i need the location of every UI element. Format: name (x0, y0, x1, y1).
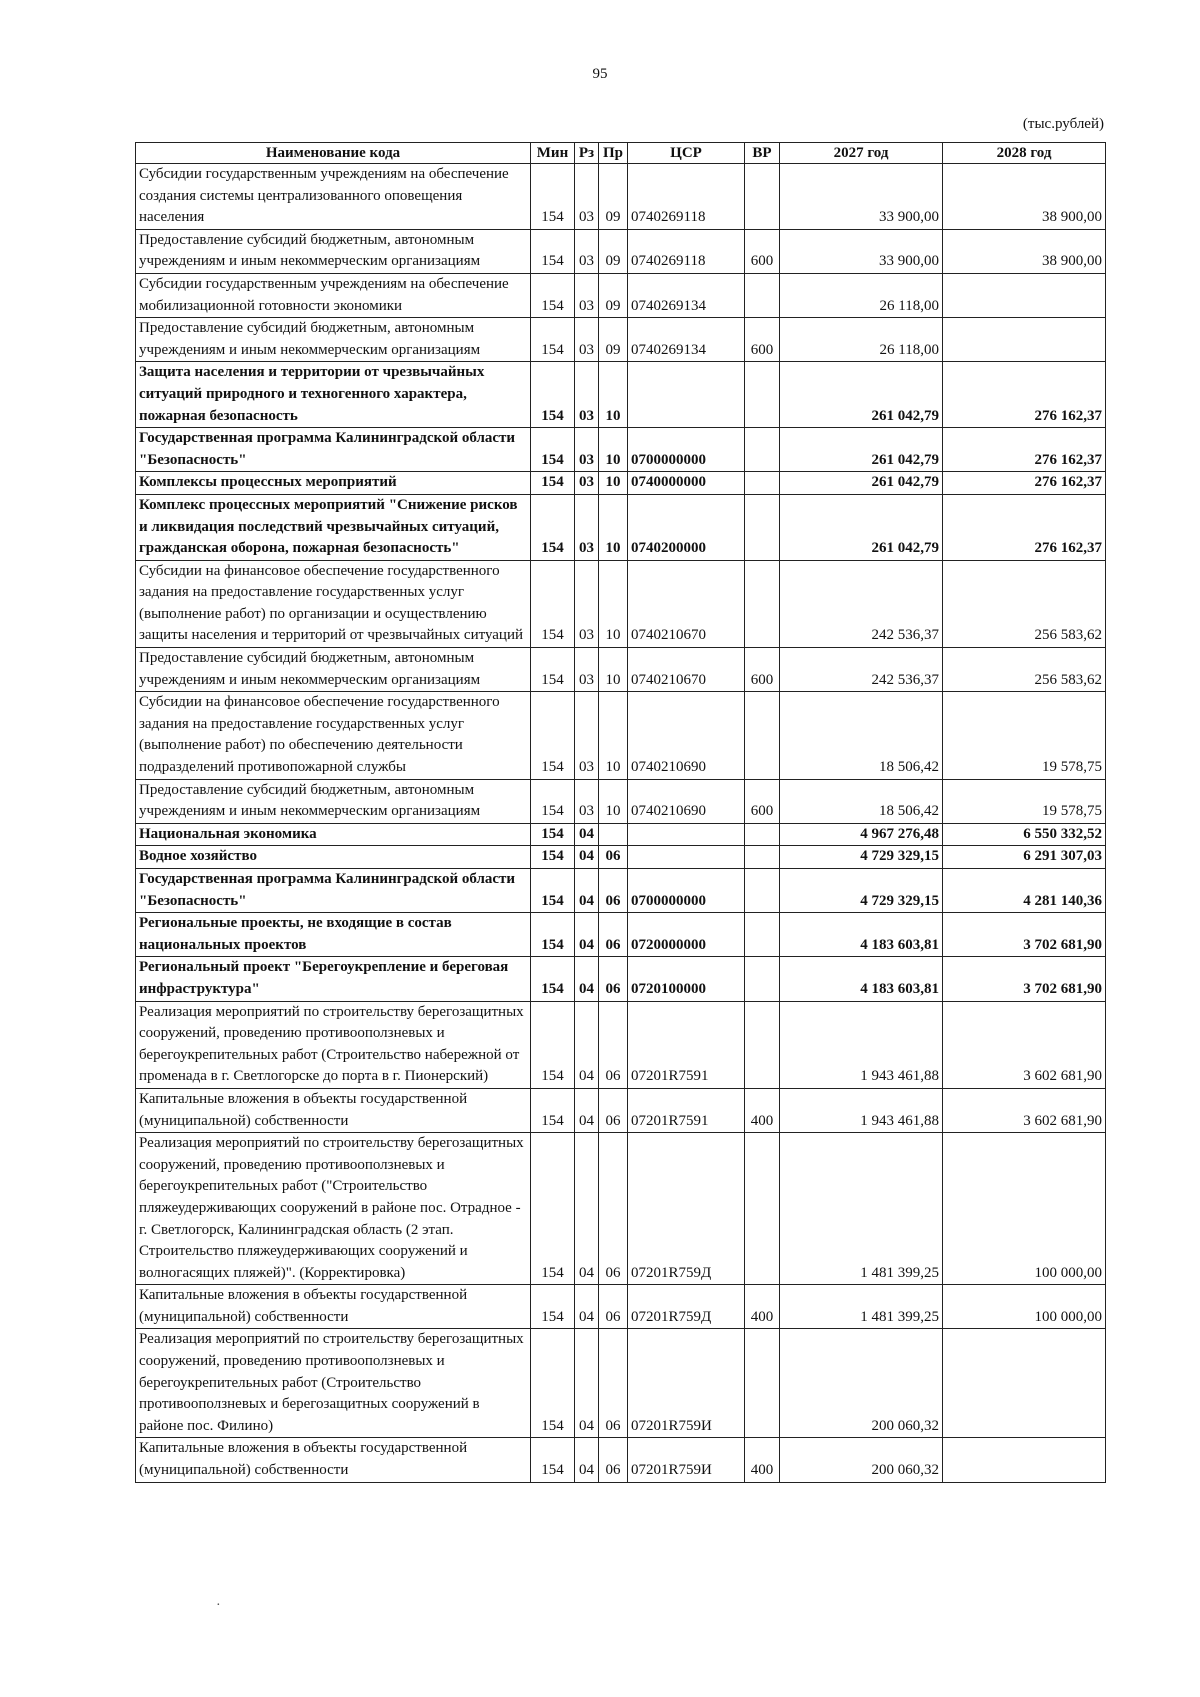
cell-pr: 10 (599, 472, 628, 495)
cell-pr: 06 (599, 1438, 628, 1482)
table-row (136, 1329, 1106, 1438)
cell-vr (745, 428, 780, 472)
header-pr: Пр (599, 143, 628, 164)
table-row (136, 472, 1106, 495)
cell-y2028: 276 162,37 (943, 472, 1106, 495)
cell-y2028: 3 602 681,90 (943, 1088, 1106, 1132)
cell-y2028: 19 578,75 (943, 779, 1106, 823)
cell-pr: 10 (599, 648, 628, 692)
cell-csr: 0740210670 (628, 648, 745, 692)
cell-csr: 07201R759И (628, 1329, 745, 1438)
cell-pr: 06 (599, 1133, 628, 1285)
cell-y2027: 1 943 461,88 (780, 1001, 943, 1088)
header-rz: Рз (575, 143, 599, 164)
cell-y2028 (943, 273, 1106, 317)
cell-vr: 600 (745, 648, 780, 692)
cell-y2027: 4 729 329,15 (780, 869, 943, 913)
cell-pr: 10 (599, 692, 628, 779)
cell-y2027: 200 060,32 (780, 1329, 943, 1438)
header-2028: 2028 год (943, 143, 1106, 164)
cell-vr: 400 (745, 1285, 780, 1329)
cell-csr: 0740210690 (628, 779, 745, 823)
cell-vr (745, 164, 780, 230)
cell-min: 154 (531, 1088, 575, 1132)
cell-pr: 09 (599, 318, 628, 362)
cell-vr (745, 869, 780, 913)
cell-pr: 10 (599, 494, 628, 560)
cell-rz: 03 (575, 428, 599, 472)
cell-vr: 600 (745, 779, 780, 823)
cell-y2027: 261 042,79 (780, 362, 943, 428)
cell-pr: 10 (599, 428, 628, 472)
table-row (136, 1285, 1106, 1329)
cell-rz: 04 (575, 1001, 599, 1088)
header-2027: 2027 год (780, 143, 943, 164)
cell-rz: 04 (575, 823, 599, 846)
cell-y2027: 261 042,79 (780, 494, 943, 560)
cell-pr: 10 (599, 779, 628, 823)
cell-csr: 07201R7591 (628, 1088, 745, 1132)
cell-vr (745, 692, 780, 779)
cell-y2027: 1 481 399,25 (780, 1285, 943, 1329)
table-row (136, 1438, 1106, 1482)
cell-rz: 03 (575, 318, 599, 362)
cell-pr: 06 (599, 1088, 628, 1132)
cell-name: Реализация мероприятий по строительству берегозащитных сооружений, проведению противооползневых и берегоукрепительных работ (Строительство набережной от променада в г. Светлогорске до порта в г. Пионерский) (136, 1001, 531, 1088)
cell-rz: 04 (575, 913, 599, 957)
cell-y2027: 261 042,79 (780, 472, 943, 495)
cell-pr: 09 (599, 164, 628, 230)
cell-min: 154 (531, 1001, 575, 1088)
page-number: 95 (592, 66, 608, 82)
cell-pr: 06 (599, 957, 628, 1001)
scan-dot: · (216, 1598, 221, 1613)
table-header-row (136, 143, 1106, 164)
cell-vr (745, 823, 780, 846)
cell-min: 154 (531, 1133, 575, 1285)
cell-min: 154 (531, 823, 575, 846)
cell-rz: 04 (575, 1088, 599, 1132)
cell-min: 154 (531, 229, 575, 273)
cell-pr: 06 (599, 869, 628, 913)
cell-rz: 04 (575, 957, 599, 1001)
cell-rz: 03 (575, 164, 599, 230)
cell-csr: 0740269134 (628, 273, 745, 317)
cell-y2027: 4 729 329,15 (780, 846, 943, 869)
cell-pr: 06 (599, 846, 628, 869)
cell-name: Водное хозяйство (136, 846, 531, 869)
cell-name: Предоставление субсидий бюджетным, автономным учреждениям и иным некоммерческим организациям (136, 648, 531, 692)
cell-y2028 (943, 1329, 1106, 1438)
cell-y2028: 38 900,00 (943, 164, 1106, 230)
cell-min: 154 (531, 1329, 575, 1438)
cell-y2028 (943, 318, 1106, 362)
cell-name: Государственная программа Калининградской области "Безопасность" (136, 428, 531, 472)
header-vr: ВР (745, 143, 780, 164)
cell-rz: 03 (575, 648, 599, 692)
cell-vr (745, 1001, 780, 1088)
cell-rz: 03 (575, 779, 599, 823)
table-row (136, 1133, 1106, 1285)
table-row (136, 957, 1106, 1001)
cell-y2027: 261 042,79 (780, 428, 943, 472)
cell-name: Капитальные вложения в объекты государственной (муниципальной) собственности (136, 1088, 531, 1132)
cell-pr: 06 (599, 913, 628, 957)
cell-csr: 0740210670 (628, 560, 745, 647)
cell-y2028: 19 578,75 (943, 692, 1106, 779)
header-name: Наименование кода (136, 143, 531, 164)
cell-name: Государственная программа Калининградской области "Безопасность" (136, 869, 531, 913)
cell-min: 154 (531, 273, 575, 317)
cell-pr: 06 (599, 1001, 628, 1088)
table-row (136, 1001, 1106, 1088)
cell-y2028: 256 583,62 (943, 648, 1106, 692)
table-row (136, 692, 1106, 779)
cell-y2028: 276 162,37 (943, 428, 1106, 472)
cell-name: Защита населения и территории от чрезвычайных ситуаций природного и техногенного характера, пожарная безопасность (136, 362, 531, 428)
cell-y2028: 3 702 681,90 (943, 957, 1106, 1001)
header-csr: ЦСР (628, 143, 745, 164)
cell-name: Субсидии государственным учреждениям на обеспечение мобилизационной готовности экономики (136, 273, 531, 317)
table-row (136, 164, 1106, 230)
cell-rz: 03 (575, 472, 599, 495)
cell-rz: 04 (575, 846, 599, 869)
cell-csr: 0740269118 (628, 229, 745, 273)
cell-y2027: 1 943 461,88 (780, 1088, 943, 1132)
table-row (136, 1088, 1106, 1132)
cell-pr: 10 (599, 560, 628, 647)
cell-csr: 07201R759Д (628, 1133, 745, 1285)
cell-y2027: 26 118,00 (780, 318, 943, 362)
cell-min: 154 (531, 869, 575, 913)
table-row (136, 648, 1106, 692)
cell-csr: 07201R759И (628, 1438, 745, 1482)
table-row (136, 823, 1106, 846)
cell-vr (745, 846, 780, 869)
table-row (136, 318, 1106, 362)
cell-min: 154 (531, 846, 575, 869)
cell-y2028 (943, 1438, 1106, 1482)
cell-name: Реализация мероприятий по строительству берегозащитных сооружений, проведению противооползневых и берегоукрепительных работ (Строительство противооползневых и берегозащитных сооружений в районе пос. Филино) (136, 1329, 531, 1438)
cell-vr (745, 472, 780, 495)
cell-y2027: 242 536,37 (780, 560, 943, 647)
cell-y2028: 38 900,00 (943, 229, 1106, 273)
cell-vr (745, 1133, 780, 1285)
cell-y2027: 242 536,37 (780, 648, 943, 692)
cell-rz: 03 (575, 560, 599, 647)
cell-min: 154 (531, 428, 575, 472)
cell-y2027: 33 900,00 (780, 164, 943, 230)
cell-csr (628, 823, 745, 846)
cell-csr: 07201R7591 (628, 1001, 745, 1088)
cell-name: Национальная экономика (136, 823, 531, 846)
cell-name: Региональные проекты, не входящие в состав национальных проектов (136, 913, 531, 957)
cell-pr: 09 (599, 273, 628, 317)
cell-rz: 04 (575, 1133, 599, 1285)
cell-min: 154 (531, 1285, 575, 1329)
table-row (136, 869, 1106, 913)
cell-csr: 0740269118 (628, 164, 745, 230)
cell-vr (745, 913, 780, 957)
cell-name: Субсидии государственным учреждениям на обеспечение создания системы централизованного оповещения населения (136, 164, 531, 230)
cell-name: Региональный проект "Берегоукрепление и береговая инфраструктура" (136, 957, 531, 1001)
cell-csr: 0740200000 (628, 494, 745, 560)
table-row (136, 362, 1106, 428)
cell-y2028: 3 602 681,90 (943, 1001, 1106, 1088)
cell-vr: 600 (745, 229, 780, 273)
table-body (136, 164, 1106, 1483)
cell-y2028: 276 162,37 (943, 494, 1106, 560)
cell-vr: 400 (745, 1088, 780, 1132)
cell-pr: 06 (599, 1329, 628, 1438)
table-row (136, 913, 1106, 957)
cell-y2028: 100 000,00 (943, 1133, 1106, 1285)
cell-pr (599, 823, 628, 846)
cell-csr: 07201R759Д (628, 1285, 745, 1329)
table-row (136, 846, 1106, 869)
cell-rz: 03 (575, 273, 599, 317)
cell-y2027: 18 506,42 (780, 779, 943, 823)
cell-csr: 0740210690 (628, 692, 745, 779)
cell-min: 154 (531, 472, 575, 495)
cell-min: 154 (531, 318, 575, 362)
cell-y2028: 6 291 307,03 (943, 846, 1106, 869)
budget-table (135, 142, 1106, 1483)
table-row (136, 273, 1106, 317)
table-row (136, 428, 1106, 472)
cell-min: 154 (531, 779, 575, 823)
units-label: (тыс.рублей) (1022, 116, 1104, 132)
cell-vr (745, 957, 780, 1001)
cell-name: Предоставление субсидий бюджетным, автономным учреждениям и иным некоммерческим организациям (136, 318, 531, 362)
cell-rz: 03 (575, 692, 599, 779)
cell-csr: 0740000000 (628, 472, 745, 495)
cell-min: 154 (531, 164, 575, 230)
cell-name: Предоставление субсидий бюджетным, автономным учреждениям и иным некоммерческим организациям (136, 229, 531, 273)
cell-y2027: 4 183 603,81 (780, 957, 943, 1001)
cell-csr (628, 362, 745, 428)
cell-rz: 04 (575, 1329, 599, 1438)
cell-min: 154 (531, 494, 575, 560)
table-row (136, 494, 1106, 560)
cell-y2027: 200 060,32 (780, 1438, 943, 1482)
cell-vr: 400 (745, 1438, 780, 1482)
cell-name: Субсидии на финансовое обеспечение государственного задания на предоставление государственных услуг (выполнение работ) по обеспечению деятельности подразделений противопожарной службы (136, 692, 531, 779)
cell-y2028: 6 550 332,52 (943, 823, 1106, 846)
cell-rz: 03 (575, 494, 599, 560)
cell-vr (745, 1329, 780, 1438)
cell-csr: 0720100000 (628, 957, 745, 1001)
cell-name: Комплекс процессных мероприятий "Снижение рисков и ликвидация последствий чрезвычайных ситуаций, гражданская оборона, пожарная безопасность" (136, 494, 531, 560)
cell-name: Предоставление субсидий бюджетным, автономным учреждениям и иным некоммерческим организациям (136, 779, 531, 823)
cell-vr (745, 362, 780, 428)
cell-pr: 06 (599, 1285, 628, 1329)
cell-rz: 04 (575, 1438, 599, 1482)
table-row (136, 779, 1106, 823)
cell-y2027: 18 506,42 (780, 692, 943, 779)
cell-rz: 03 (575, 229, 599, 273)
cell-name: Капитальные вложения в объекты государственной (муниципальной) собственности (136, 1438, 531, 1482)
cell-y2028: 256 583,62 (943, 560, 1106, 647)
cell-min: 154 (531, 362, 575, 428)
cell-csr: 0720000000 (628, 913, 745, 957)
cell-y2027: 26 118,00 (780, 273, 943, 317)
cell-vr (745, 273, 780, 317)
cell-pr: 10 (599, 362, 628, 428)
cell-min: 154 (531, 957, 575, 1001)
cell-pr: 09 (599, 229, 628, 273)
cell-min: 154 (531, 1438, 575, 1482)
cell-y2027: 4 967 276,48 (780, 823, 943, 846)
cell-vr: 600 (745, 318, 780, 362)
cell-y2028: 4 281 140,36 (943, 869, 1106, 913)
cell-y2028: 3 702 681,90 (943, 913, 1106, 957)
cell-vr (745, 494, 780, 560)
cell-name: Комплексы процессных мероприятий (136, 472, 531, 495)
cell-rz: 04 (575, 1285, 599, 1329)
cell-csr: 0700000000 (628, 869, 745, 913)
cell-min: 154 (531, 560, 575, 647)
cell-min: 154 (531, 648, 575, 692)
table-row (136, 560, 1106, 647)
cell-y2027: 1 481 399,25 (780, 1133, 943, 1285)
cell-csr (628, 846, 745, 869)
cell-name: Капитальные вложения в объекты государственной (муниципальной) собственности (136, 1285, 531, 1329)
cell-min: 154 (531, 692, 575, 779)
header-min: Мин (531, 143, 575, 164)
cell-name: Субсидии на финансовое обеспечение государственного задания на предоставление государственных услуг (выполнение работ) по организации и осуществлению защиты населения и территорий от чрезвычайных ситуаций (136, 560, 531, 647)
cell-y2028: 100 000,00 (943, 1285, 1106, 1329)
cell-y2028: 276 162,37 (943, 362, 1106, 428)
cell-y2027: 4 183 603,81 (780, 913, 943, 957)
cell-rz: 04 (575, 869, 599, 913)
cell-rz: 03 (575, 362, 599, 428)
cell-min: 154 (531, 913, 575, 957)
cell-csr: 0700000000 (628, 428, 745, 472)
cell-vr (745, 560, 780, 647)
cell-y2027: 33 900,00 (780, 229, 943, 273)
table-row (136, 229, 1106, 273)
cell-csr: 0740269134 (628, 318, 745, 362)
cell-name: Реализация мероприятий по строительству берегозащитных сооружений, проведению противооползневых и берегоукрепительных работ ("Строительство пляжеудерживающих сооружений в районе пос. Отрадное - г. Светлогорск, Калининградская область (2 этап. Строительство пляжеудерживающих сооружений и волногасящих пляжей)". (Корректировка) (136, 1133, 531, 1285)
